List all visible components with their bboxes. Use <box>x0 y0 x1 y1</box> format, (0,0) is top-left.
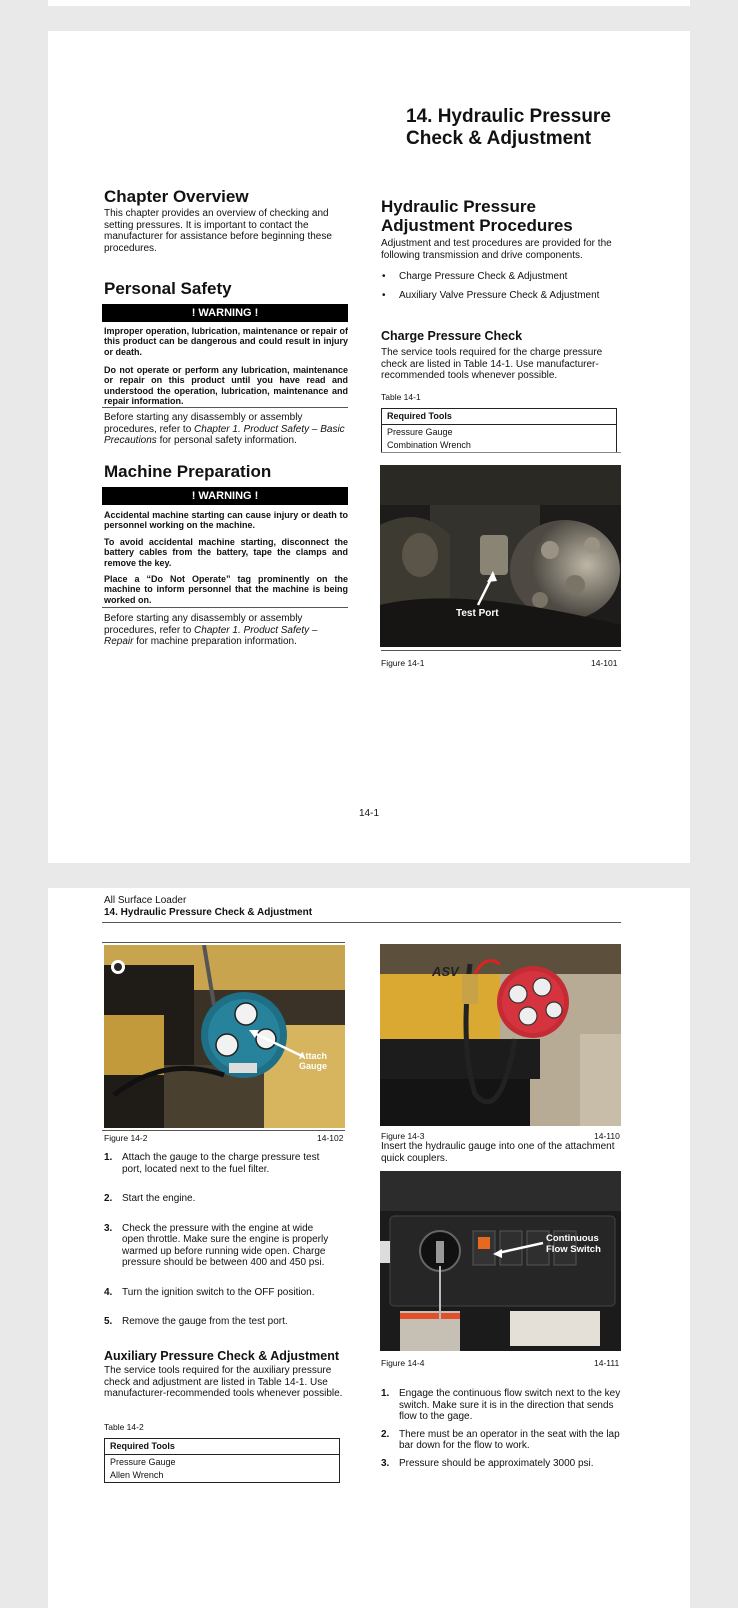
charge-pressure-heading: Charge Pressure Check <box>381 329 523 343</box>
brand-logo: ASV <box>432 964 459 979</box>
list-item: 2. There must be an operator in the seat with the lap bar down for the flow to work. <box>381 1428 620 1451</box>
preparation-reference-text: Before starting any disassembly or assembly procedures, refer to Chapter 1. Product Safety – Repair for machine preparation information. <box>104 613 318 647</box>
list-item: 3. Pressure should be approximately 3000 psi. <box>381 1457 594 1469</box>
list-item: 4. Turn the ignition switch to the OFF position. <box>104 1286 315 1298</box>
figure-caption: Figure 14-4 <box>381 1358 425 1368</box>
auxiliary-text: The service tools required for the auxiliary pressure check and adjustment are listed in Table 14-1. Use manufacturer-recommended tools whenever possible. <box>104 1365 343 1399</box>
warning-text: Improper operation, lubrication, maintenance or repair of this product can be dangerous and could result in injury or death. <box>104 326 348 357</box>
warning-text: Do not operate or perform any lubrication, maintenance or repair on this product until you have read and understood the operation, lubrication, maintenance and repair information. <box>104 365 348 406</box>
pointer-arrow-icon <box>104 945 345 1128</box>
machine-preparation-heading: Machine Preparation <box>104 462 272 481</box>
flow-switch-photo <box>380 1171 621 1351</box>
list-item: 5. Remove the gauge from the test port. <box>104 1316 288 1327</box>
figure-code: 14-111 <box>594 1358 620 1368</box>
attach-gauge-photo <box>104 945 345 1128</box>
warning-banner: ! WARNING ! <box>102 487 348 505</box>
charge-pressure-text: The service tools required for the charge pressure check are listed in Table 14-1. Use manufacturer-recommended tools whenever possible. <box>381 347 603 381</box>
warning-text: To avoid accidental machine starting, disconnect the battery cables from the battery, tape the clamps and remove the key. <box>104 537 348 568</box>
divider <box>381 650 621 651</box>
document-page-1 <box>48 31 690 863</box>
procedure-list <box>381 271 631 309</box>
required-tools-table <box>381 408 617 453</box>
warning-text: Place a “Do Not Operate” tag prominently on the machine to inform personnel that the machine is being worked on. <box>104 574 348 605</box>
chapter-title: 14. Hydraulic Pressure Check & Adjustment <box>406 106 611 149</box>
photo-label: Test Port <box>456 608 499 619</box>
figure-caption: Figure 14-3 <box>381 1131 425 1141</box>
figure-code: 14-110 <box>594 1131 620 1141</box>
table-row: Allen Wrench <box>110 1470 164 1480</box>
previous-page-edge <box>48 0 690 6</box>
overview-heading: Chapter Overview <box>104 187 249 206</box>
table-row: Pressure Gauge <box>387 427 453 437</box>
photo-label: Continuous Flow Switch <box>546 1233 601 1255</box>
table-row: Pressure Gauge <box>110 1457 176 1467</box>
divider <box>102 1130 345 1131</box>
safety-reference-text: Before starting any disassembly or assembly procedures, refer to Chapter 1. Product Safety – Basic Precautions for personal safety information. <box>104 412 345 446</box>
table-label: Table 14-1 <box>381 392 421 402</box>
photo-label: Attach Gauge <box>299 1051 328 1071</box>
page-number: 14-1 <box>358 808 379 819</box>
divider <box>102 607 348 608</box>
required-tools-table <box>104 1438 340 1483</box>
overview-text: This chapter provides an overview of checking and setting pressures. It is important to contact the manufacturer for assistance before beginning these procedures. <box>104 208 332 254</box>
figure-caption: Figure 14-2 <box>104 1133 148 1143</box>
divider <box>102 942 345 943</box>
hydraulic-gauge-photo <box>380 944 621 1126</box>
divider <box>381 452 621 453</box>
figure-code: 14-102 <box>317 1133 344 1143</box>
list-item: 3. Check the pressure with the engine at wide open throttle. Make sure the engine is properly warmed up before running wide open. Charge pressure should be between 400 and 450 psi. <box>104 1222 329 1268</box>
table-label: Table 14-2 <box>104 1422 144 1432</box>
figure-description: Insert the hydraulic gauge into one of the attachment quick couplers. <box>381 1141 615 1164</box>
list-item: 1. Engage the continuous flow switch next to the key switch. Make sure it is in the direction that sends flow to the gage. <box>381 1388 621 1422</box>
table-header: Required Tools <box>105 1439 339 1455</box>
procedures-text: Adjustment and test procedures are provided for the following transmission and drive components. <box>381 238 612 261</box>
warning-text: Accidental machine starting can cause injury or death to personnel working on the machine. <box>104 510 348 531</box>
figure-caption: Figure 14-1 <box>381 658 425 668</box>
figure-code: 14-101 <box>591 658 618 668</box>
charge-steps-list <box>104 1152 329 1328</box>
pointer-arrow-icon <box>380 1171 621 1351</box>
table-header: Required Tools <box>382 409 616 425</box>
list-item: • Auxiliary Valve Pressure Check & Adjustment <box>381 290 631 302</box>
list-item: 2. Start the engine. <box>104 1193 196 1204</box>
auxiliary-steps-list <box>381 1388 621 1469</box>
divider <box>102 922 621 923</box>
document-page-2 <box>48 888 690 1608</box>
warning-banner: ! WARNING ! <box>102 304 348 322</box>
list-item: • Charge Pressure Check & Adjustment <box>381 271 631 283</box>
test-port-photo <box>380 465 621 647</box>
pointer-arrow-icon <box>380 465 621 647</box>
divider <box>102 407 348 408</box>
auxiliary-heading: Auxiliary Pressure Check & Adjustment <box>104 1349 340 1363</box>
running-header: All Surface Loader 14. Hydraulic Pressure Check & Adjustment <box>104 895 313 918</box>
table-row: Combination Wrench <box>387 440 471 450</box>
list-item: 1. Attach the gauge to the charge pressure test port, located next to the fuel filter. <box>104 1152 320 1175</box>
personal-safety-heading: Personal Safety <box>104 279 232 298</box>
procedures-heading: Hydraulic Pressure Adjustment Procedures <box>381 197 573 235</box>
